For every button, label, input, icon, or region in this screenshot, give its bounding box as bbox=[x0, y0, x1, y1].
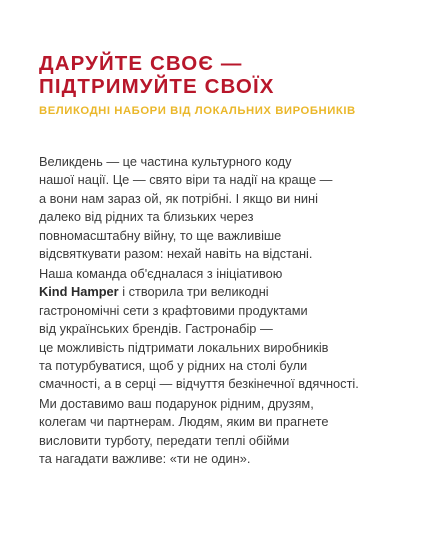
paragraph-line: повномасштабну війну, то ще важливіше bbox=[39, 227, 282, 243]
paragraph-line: смачності, а в серці — відчуття безкінечної вдячності. bbox=[39, 376, 359, 392]
title-line-1: ДАРУЙТЕ СВОЄ — bbox=[39, 52, 243, 75]
paragraph-line: далеко від рідних та близьких через bbox=[39, 209, 254, 225]
paragraph-line bbox=[39, 283, 389, 301]
paragraph-line: колегам чи партнерам. Людям, яким ви прагнете bbox=[39, 414, 329, 430]
brand-name: Kind Hamper bbox=[39, 284, 119, 300]
paragraph-line: та потурбуватися, щоб у рідних на столі були bbox=[39, 358, 308, 374]
paragraph-2 bbox=[39, 265, 389, 394]
paragraph-line: відсвяткувати разом: нехай навіть на відстані. bbox=[39, 246, 313, 262]
paragraph-1 bbox=[39, 153, 389, 263]
paragraph-line: Ми доставимо ваш подарунок рідним, друзям, bbox=[39, 396, 314, 411]
page-title bbox=[39, 52, 399, 98]
paragraph-line: та нагадати важливе: «ти не один». bbox=[39, 451, 251, 467]
paragraph-line: Великдень — це частина культурного коду bbox=[39, 154, 292, 169]
paragraph-line: гастрономічні сети з крафтовими продуктами bbox=[39, 302, 308, 318]
paragraph-line: Наша команда об'єдналася з ініціативою bbox=[39, 266, 283, 281]
paragraph-line: від українських брендів. Гастронабір — bbox=[39, 321, 273, 337]
paragraph-line: висловити турботу, передати теплі обійми bbox=[39, 432, 290, 448]
subtitle: ВЕЛИКОДНІ НАБОРИ ВІД ЛОКАЛЬНИХ ВИРОБНИКІВ bbox=[39, 105, 356, 117]
title-line-2: ПІДТРИМУЙТЕ СВОЇХ bbox=[39, 75, 275, 98]
paragraph-3 bbox=[39, 395, 389, 469]
paragraph-line: а вони нам зараз ой, як потрібні. І якщо ви нині bbox=[39, 190, 318, 206]
paragraph-line: нашої нації. Це — свято віри та надії на краще — bbox=[39, 172, 333, 188]
paragraph-line: це можливість підтримати локальних виробників bbox=[39, 339, 329, 355]
paragraph-text: і створила три великодні bbox=[118, 284, 269, 300]
